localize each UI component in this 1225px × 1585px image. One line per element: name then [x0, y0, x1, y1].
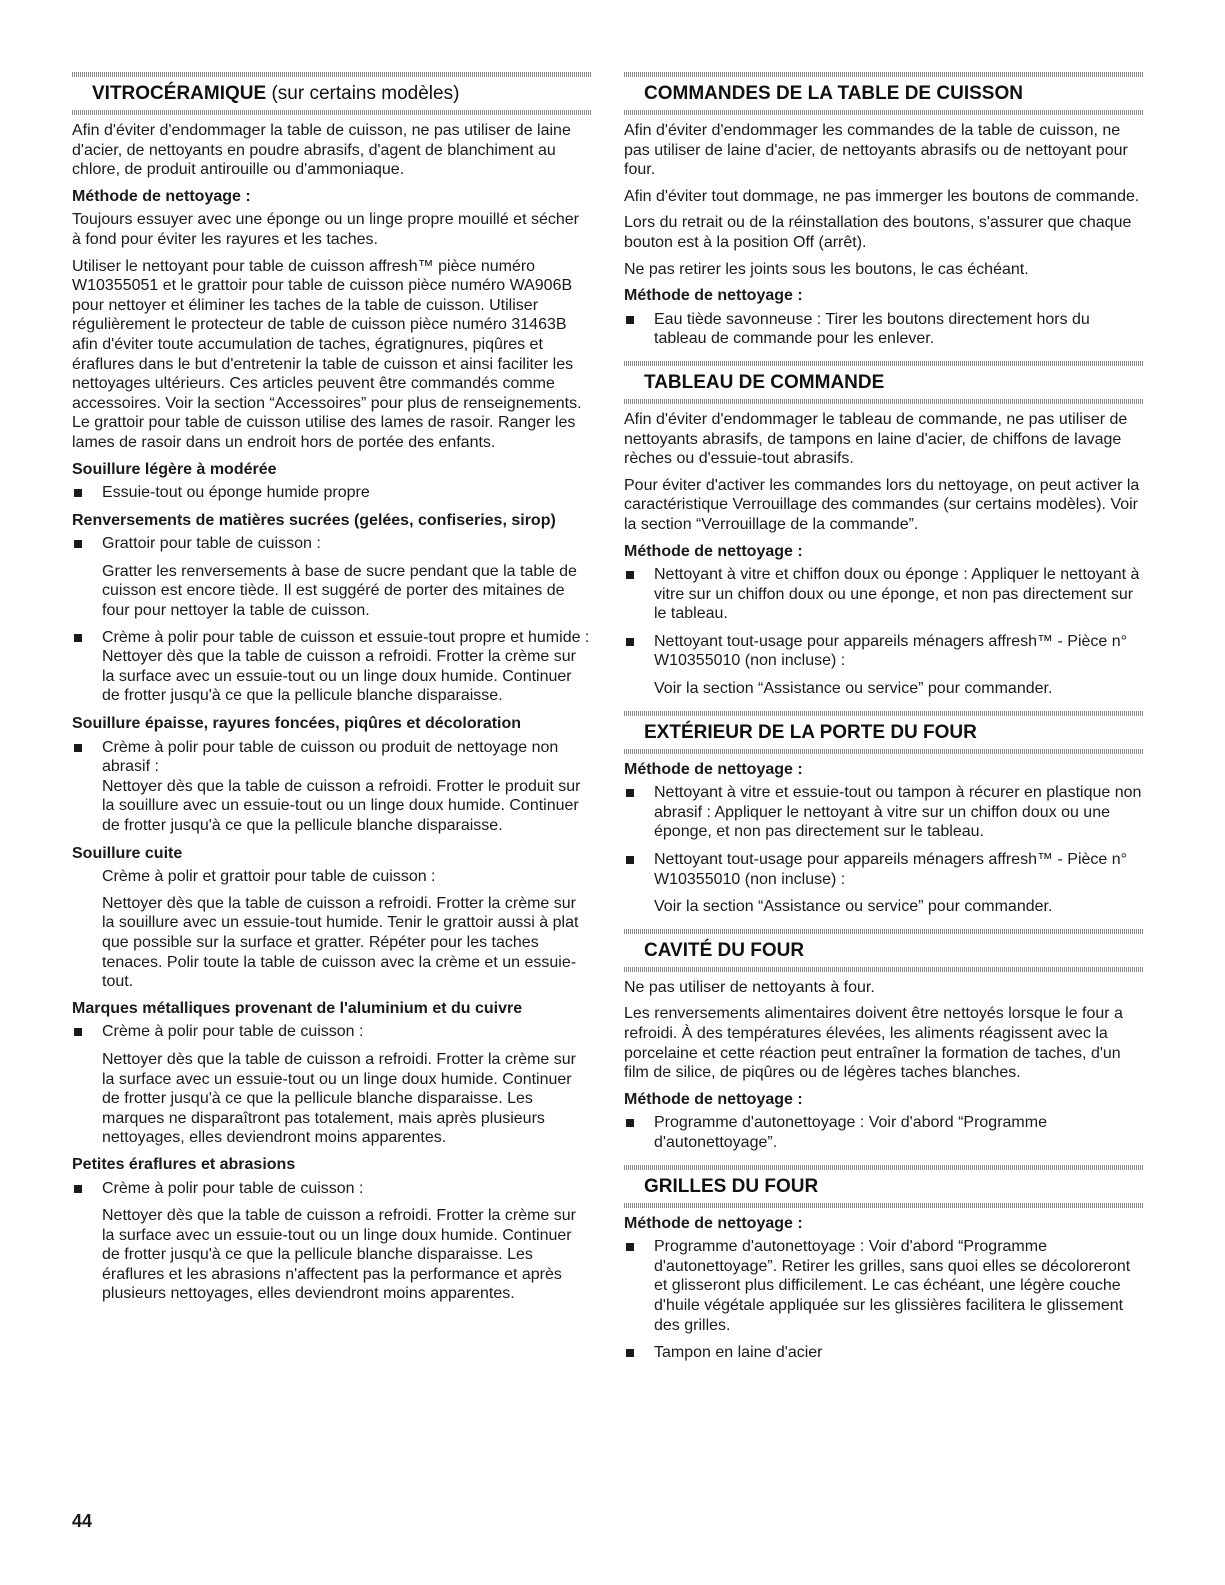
section-cavity-header	[624, 929, 1144, 972]
paragraph: Afin d'éviter tout dommage, ne pas immerger les boutons de commande.	[624, 187, 1140, 205]
paragraph: Ne pas retirer les joints sous les boutons, le cas échéant.	[624, 260, 1029, 278]
list-item: Essuie-tout ou éponge humide propre	[72, 483, 592, 503]
list-item-detail: Nettoyer dès que la table de cuisson a refroidi. Frotter le produit sur la souillure avec un essuie-tout ou un linge doux humide. Continuer de frotter jusqu'à ce que la pellicule blanche disparaisse.	[102, 777, 581, 834]
paragraph: Gratter les renversements à base de sucre pendant que la table de cuisson est encore tiède. Il est suggéré de porter des mitaines de four pour nettoyer la table de cuisson.	[102, 562, 577, 620]
paragraph: Nettoyer dès que la table de cuisson a refroidi. Frotter la crème sur la souillure avec un essuie-tout humide. Tenir le grattoir aussi à plat que possible sur la surface et gratter. Répéter pour les taches tenaces. Polir toute la table de cuisson avec la crème et un essuie-tout.	[102, 894, 579, 991]
subheading: Méthode de nettoyage :	[624, 1214, 803, 1232]
list-item: Programme d'autonettoyage : Voir d'abord “Programme d'autonettoyage”.	[624, 1113, 1144, 1152]
paragraph: Nettoyer dès que la table de cuisson a refroidi. Frotter la crème sur la surface avec un essuie-tout ou un linge doux humide. Continuer de frotter jusqu'à ce que la pellicule blanche disparaisse. Les éraflures et les abrasions n'affectent pas la performance et après plusieurs nettoyages, elles deviendront moins apparentes.	[102, 1207, 576, 1303]
list-item: Tampon en laine d'acier	[624, 1343, 1144, 1363]
section-title: CAVITÉ DU FOUR	[644, 939, 805, 961]
list-item: Nettoyant tout-usage pour appareils ménagers affresh™ - Pièce n° W10355010 (non incluse) :	[624, 850, 1144, 889]
paragraph: Voir la section “Assistance ou service” pour commander.	[654, 680, 1053, 698]
section-title-suffix: (sur certains modèles)	[271, 83, 460, 104]
dotted-rule	[624, 1203, 1144, 1208]
paragraph: Utiliser le nettoyant pour table de cuisson affresh™ pièce numéro W10355051 et le grattoir pour table de cuisson pièce numéro WA906B pour nettoyer et éliminer les taches de la table de cuisson. Utiliser régulièrement le protecteur de table de cuisson pièce numéro 31463B afin d'éviter toute accumulation de taches, égratignures, piqûres et éraflures dans le but d'entretenir la table de cuisson et ainsi faciliter les nettoyages ultérieurs. Ces articles peuvent être commandés comme accessoires. Voir la section “Accessoires” pour plus de renseignements. Le grattoir pour table de cuisson utilise des lames de rasoir. Ranger les lames de rasoir dans un endroit hors de portée des enfants.	[72, 257, 582, 451]
subheading: Petites éraflures et abrasions	[72, 1155, 296, 1173]
bullet-list	[624, 565, 1144, 671]
bullet-list	[72, 738, 592, 836]
list-item: Nettoyant à vitre et essuie-tout ou tampon à récurer en plastique non abrasif : Appliquer le nettoyant à vitre sur un chiffon doux ou une éponge, et non pas directement sur le tableau.	[624, 783, 1144, 842]
bullet-list	[72, 483, 592, 503]
dotted-rule	[624, 749, 1144, 754]
left-column	[72, 72, 592, 1311]
paragraph: Pour éviter d'activer les commandes lors du nettoyage, on peut activer la caractéristique Verrouillage des commandes (sur certains modèles). Voir la section “Verrouillage de la commande”.	[624, 476, 1140, 533]
section-vitroceramique-header	[72, 72, 592, 115]
list-item: Nettoyant à vitre et chiffon doux ou éponge : Appliquer le nettoyant à vitre sur un chiffon doux ou une éponge, et non pas directement sur le tableau.	[624, 565, 1144, 624]
list-item: Programme d'autonettoyage : Voir d'abord “Programme d'autonettoyage”. Retirer les grilles, sans quoi elles se décoloreront et glisseront plus difficilement. Le cas échéant, une légère couche d'huile végétale appliquée sur les glissières facilitera le glissement des grilles.	[624, 1237, 1144, 1335]
dotted-rule	[624, 110, 1144, 115]
section-racks-header	[624, 1165, 1144, 1208]
bullet-list	[72, 1179, 592, 1199]
bullet-list	[624, 1113, 1144, 1152]
paragraph: Voir la section “Assistance ou service” pour commander.	[654, 898, 1053, 916]
paragraph: Afin d'éviter d'endommager le tableau de commande, ne pas utiliser de nettoyants abrasifs, de tampons en laine d'acier, de chiffons de lavage rèches ou d'essuie-tout abrasifs.	[624, 410, 1128, 468]
dotted-rule	[624, 967, 1144, 972]
list-item: Grattoir pour table de cuisson :	[72, 534, 592, 554]
bullet-list	[72, 1022, 592, 1042]
section-title-text: VITROCÉRAMIQUE	[92, 83, 267, 104]
subheading: Méthode de nettoyage :	[624, 542, 803, 560]
list-item: Crème à polir pour table de cuisson :	[72, 1022, 592, 1042]
paragraph: Toujours essuyer avec une éponge ou un linge propre mouillé et sécher à fond pour éviter les rayures et les taches.	[72, 211, 579, 248]
bullet-list	[624, 310, 1144, 349]
section-door-header	[624, 711, 1144, 754]
paragraph: Lors du retrait ou de la réinstallation des boutons, s'assurer que chaque bouton est à la position Off (arrêt).	[624, 214, 1132, 251]
list-item: Eau tiède savonneuse : Tirer les boutons directement hors du tableau de commande pour les enlever.	[624, 310, 1144, 349]
section-title	[72, 77, 592, 110]
list-item: Crème à polir pour table de cuisson et essuie-tout propre et humide : Nettoyer dès que la table de cuisson a refroidi. Frotter la crème sur la surface avec un essuie-tout ou un linge doux humide. Continuer de frotter jusqu'à ce que la pellicule blanche disparaisse.	[72, 628, 592, 706]
subheading: Méthode de nettoyage :	[72, 187, 251, 205]
list-item: Crème à polir pour table de cuisson :	[72, 1179, 592, 1199]
list-item-text: Crème à polir pour table de cuisson ou produit de nettoyage non abrasif :	[102, 738, 559, 776]
bullet-list	[624, 1237, 1144, 1363]
paragraph: Ne pas utiliser de nettoyants à four.	[624, 978, 875, 996]
paragraph: Afin d'éviter d'endommager la table de cuisson, ne pas utiliser de laine d'acier, de nettoyants en poudre abrasifs, d'agent de blanchiment au chlore, de produit antirouille ou d'ammoniaque.	[72, 122, 571, 179]
subheading: Méthode de nettoyage :	[624, 760, 803, 778]
section-title: EXTÉRIEUR DE LA PORTE DU FOUR	[644, 721, 977, 743]
page-number: 44	[72, 1511, 93, 1531]
subheading: Souillure légère à modérée	[72, 460, 277, 478]
bullet-list	[72, 628, 592, 706]
right-column	[624, 72, 1144, 1371]
subheading: Souillure épaisse, rayures foncées, piqûres et décoloration	[72, 715, 522, 733]
paragraph: Crème à polir et grattoir pour table de cuisson :	[102, 868, 436, 886]
dotted-rule	[624, 399, 1144, 404]
bullet-list	[72, 534, 592, 554]
list-item	[72, 738, 592, 836]
paragraph: Les renversements alimentaires doivent être nettoyés lorsque le four a refroidi. À des températures élevées, les aliments réagissent avec la porcelaine et cette réaction peut entraîner la formation de taches, d'un film de silice, de piqûres ou de légères taches blanches.	[624, 1005, 1123, 1082]
subheading: Renversements de matières sucrées (gelées, confiseries, sirop)	[72, 511, 556, 529]
section-controls-header	[624, 72, 1144, 115]
list-item: Nettoyant tout-usage pour appareils ménagers affresh™ - Pièce n° W10355010 (non incluse) :	[624, 632, 1144, 671]
section-title: COMMANDES DE LA TABLE DE CUISSON	[644, 83, 1023, 104]
subheading: Souillure cuite	[72, 844, 183, 862]
paragraph: Nettoyer dès que la table de cuisson a refroidi. Frotter la crème sur la surface avec un essuie-tout ou un linge doux humide. Continuer de frotter jusqu'à ce que la pellicule blanche disparaisse. Les marques ne disparaîtront pas totalement, mais après plusieurs nettoyages, elles deviendront moins apparentes.	[102, 1050, 576, 1147]
subheading: Marques métalliques provenant de l'aluminium et du cuivre	[72, 999, 523, 1017]
paragraph: Afin d'éviter d'endommager les commandes de la table de cuisson, ne pas utiliser de laine d'acier, de nettoyants abrasifs ou de nettoyant pour four.	[624, 122, 1128, 179]
section-title: TABLEAU DE COMMANDE	[644, 371, 885, 393]
section-title: GRILLES DU FOUR	[644, 1175, 819, 1197]
dotted-rule	[72, 110, 592, 115]
bullet-list	[624, 783, 1144, 889]
subheading: Méthode de nettoyage :	[624, 287, 803, 305]
subheading: Méthode de nettoyage :	[624, 1090, 803, 1108]
section-panel-header	[624, 361, 1144, 404]
